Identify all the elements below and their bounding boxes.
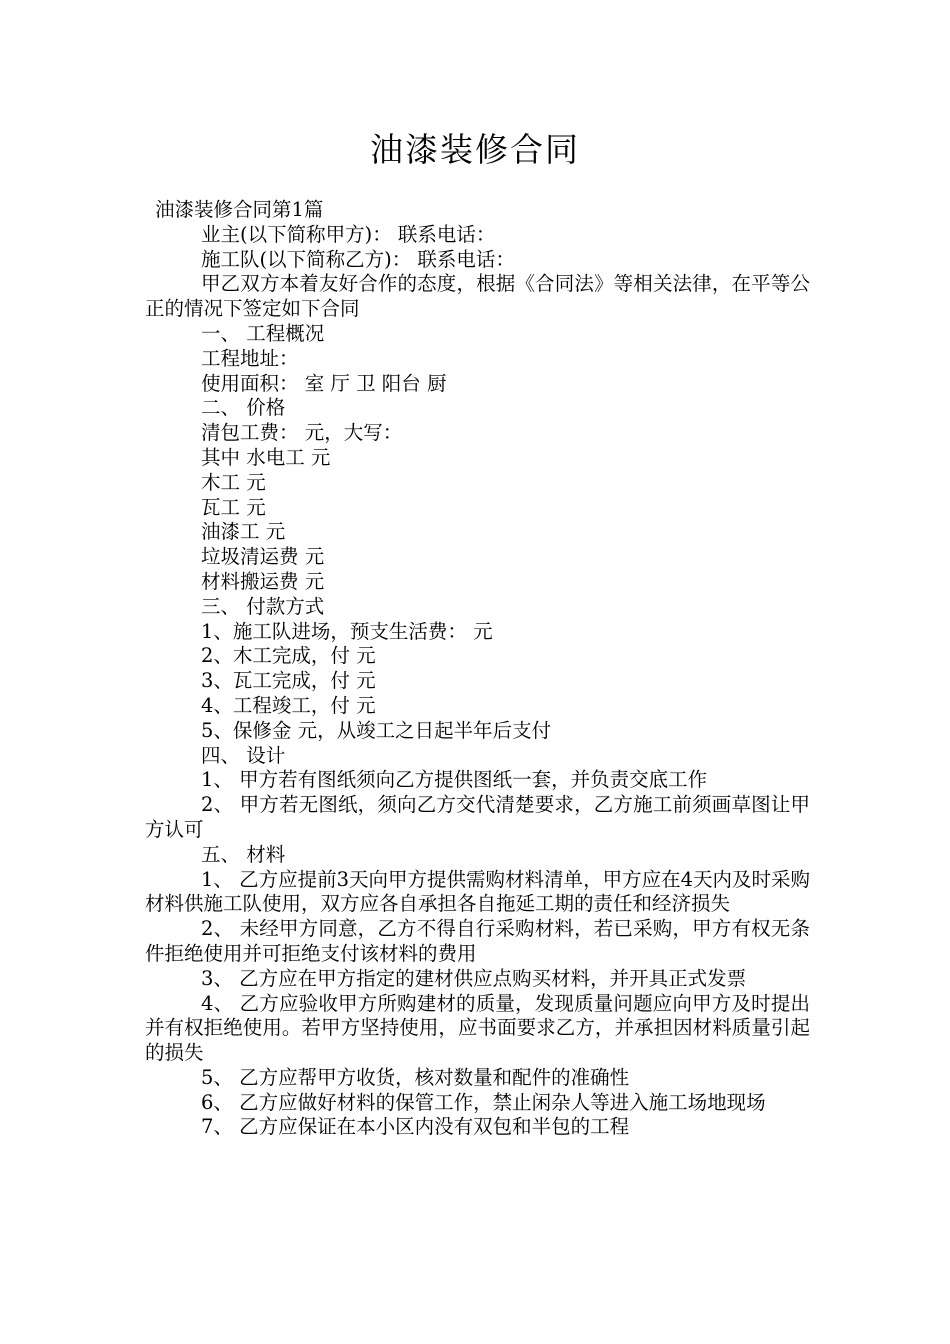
paragraph: 6、 乙方应做好材料的保管工作，禁止闲杂人等进入施工场地现场 [201,1090,766,1114]
text-line: 材料搬运费 元 [201,569,325,593]
document-body [145,198,810,1140]
text-line: 工程地址： [201,346,299,370]
clause-heading-2: 二、 价格 [201,396,286,420]
paragraph: 4、 乙方应验收甲方所购建材的质量，发现质量问题应向甲方及时提出并有权拒绝使用。若甲方坚持使用，应书面要求乙方，并承担因材料质量引起的损失 [145,991,810,1065]
text-line: 5、保修金 元，从竣工之日起半年后支付 [201,718,552,742]
paragraph: 1、 乙方应提前3天向甲方提供需购材料清单，甲方应在4天内及时采购材料供施工队使用，双方应各自承担各自拖延工期的责任和经济损失 [145,867,810,916]
party-a-line: 业主(以下简称甲方)： 联系电话： [201,222,496,246]
text-line: 木工 元 [201,470,266,494]
paragraph: 2、 甲方若无图纸，须向乙方交代清楚要求，乙方施工前须画草图让甲方认可 [145,793,810,841]
clause-heading-5: 五、 材料 [201,842,286,866]
text-line: 3、瓦工完成，付 元 [201,669,376,693]
text-line: 油漆工 元 [201,520,286,544]
document-title: 油漆装修合同 [370,130,580,169]
clause-heading-3: 三、 付款方式 [201,594,325,618]
clause-heading-4: 四、 设计 [201,743,286,767]
text-line: 1、 甲方若有图纸须向乙方提供图纸一套，并负责交底工作 [201,768,708,792]
text-line: 5、 乙方应帮甲方收货，核对数量和配件的准确性 [201,1065,630,1089]
text-line: 1、施工队进场，预支生活费： 元 [201,619,493,643]
text-line: 7、 乙方应保证在本小区内没有双包和半包的工程 [201,1115,630,1139]
clause-heading-1: 一、 工程概况 [201,321,325,345]
text-line: 2、木工完成，付 元 [201,644,376,668]
section-heading: 油漆装修合同第1篇 [155,198,324,221]
preamble-paragraph: 甲乙双方本着友好合作的态度，根据《合同法》等相关法律，在平等公正的情况下签定如下合同 [145,272,810,321]
text-line: 清包工费： 元，大写： [201,421,403,445]
text-line: 瓦工 元 [201,495,266,519]
text-line: 4、工程竣工，付 元 [201,693,376,717]
text-line: 使用面积： 室 厅 卫 阳台 厨 [201,371,447,395]
text-line: 其中 水电工 元 [201,445,331,469]
paragraph: 3、 乙方应在甲方指定的建材供应点购买材料，并开具正式发票 [201,966,747,990]
text-line: 垃圾清运费 元 [201,545,325,569]
paragraph: 2、 未经甲方同意，乙方不得自行采购材料，若已采购，甲方有权无条件拒绝使用并可拒绝支付该材料的费用 [145,917,810,965]
party-b-line: 施工队(以下简称乙方)： 联系电话： [201,247,515,271]
